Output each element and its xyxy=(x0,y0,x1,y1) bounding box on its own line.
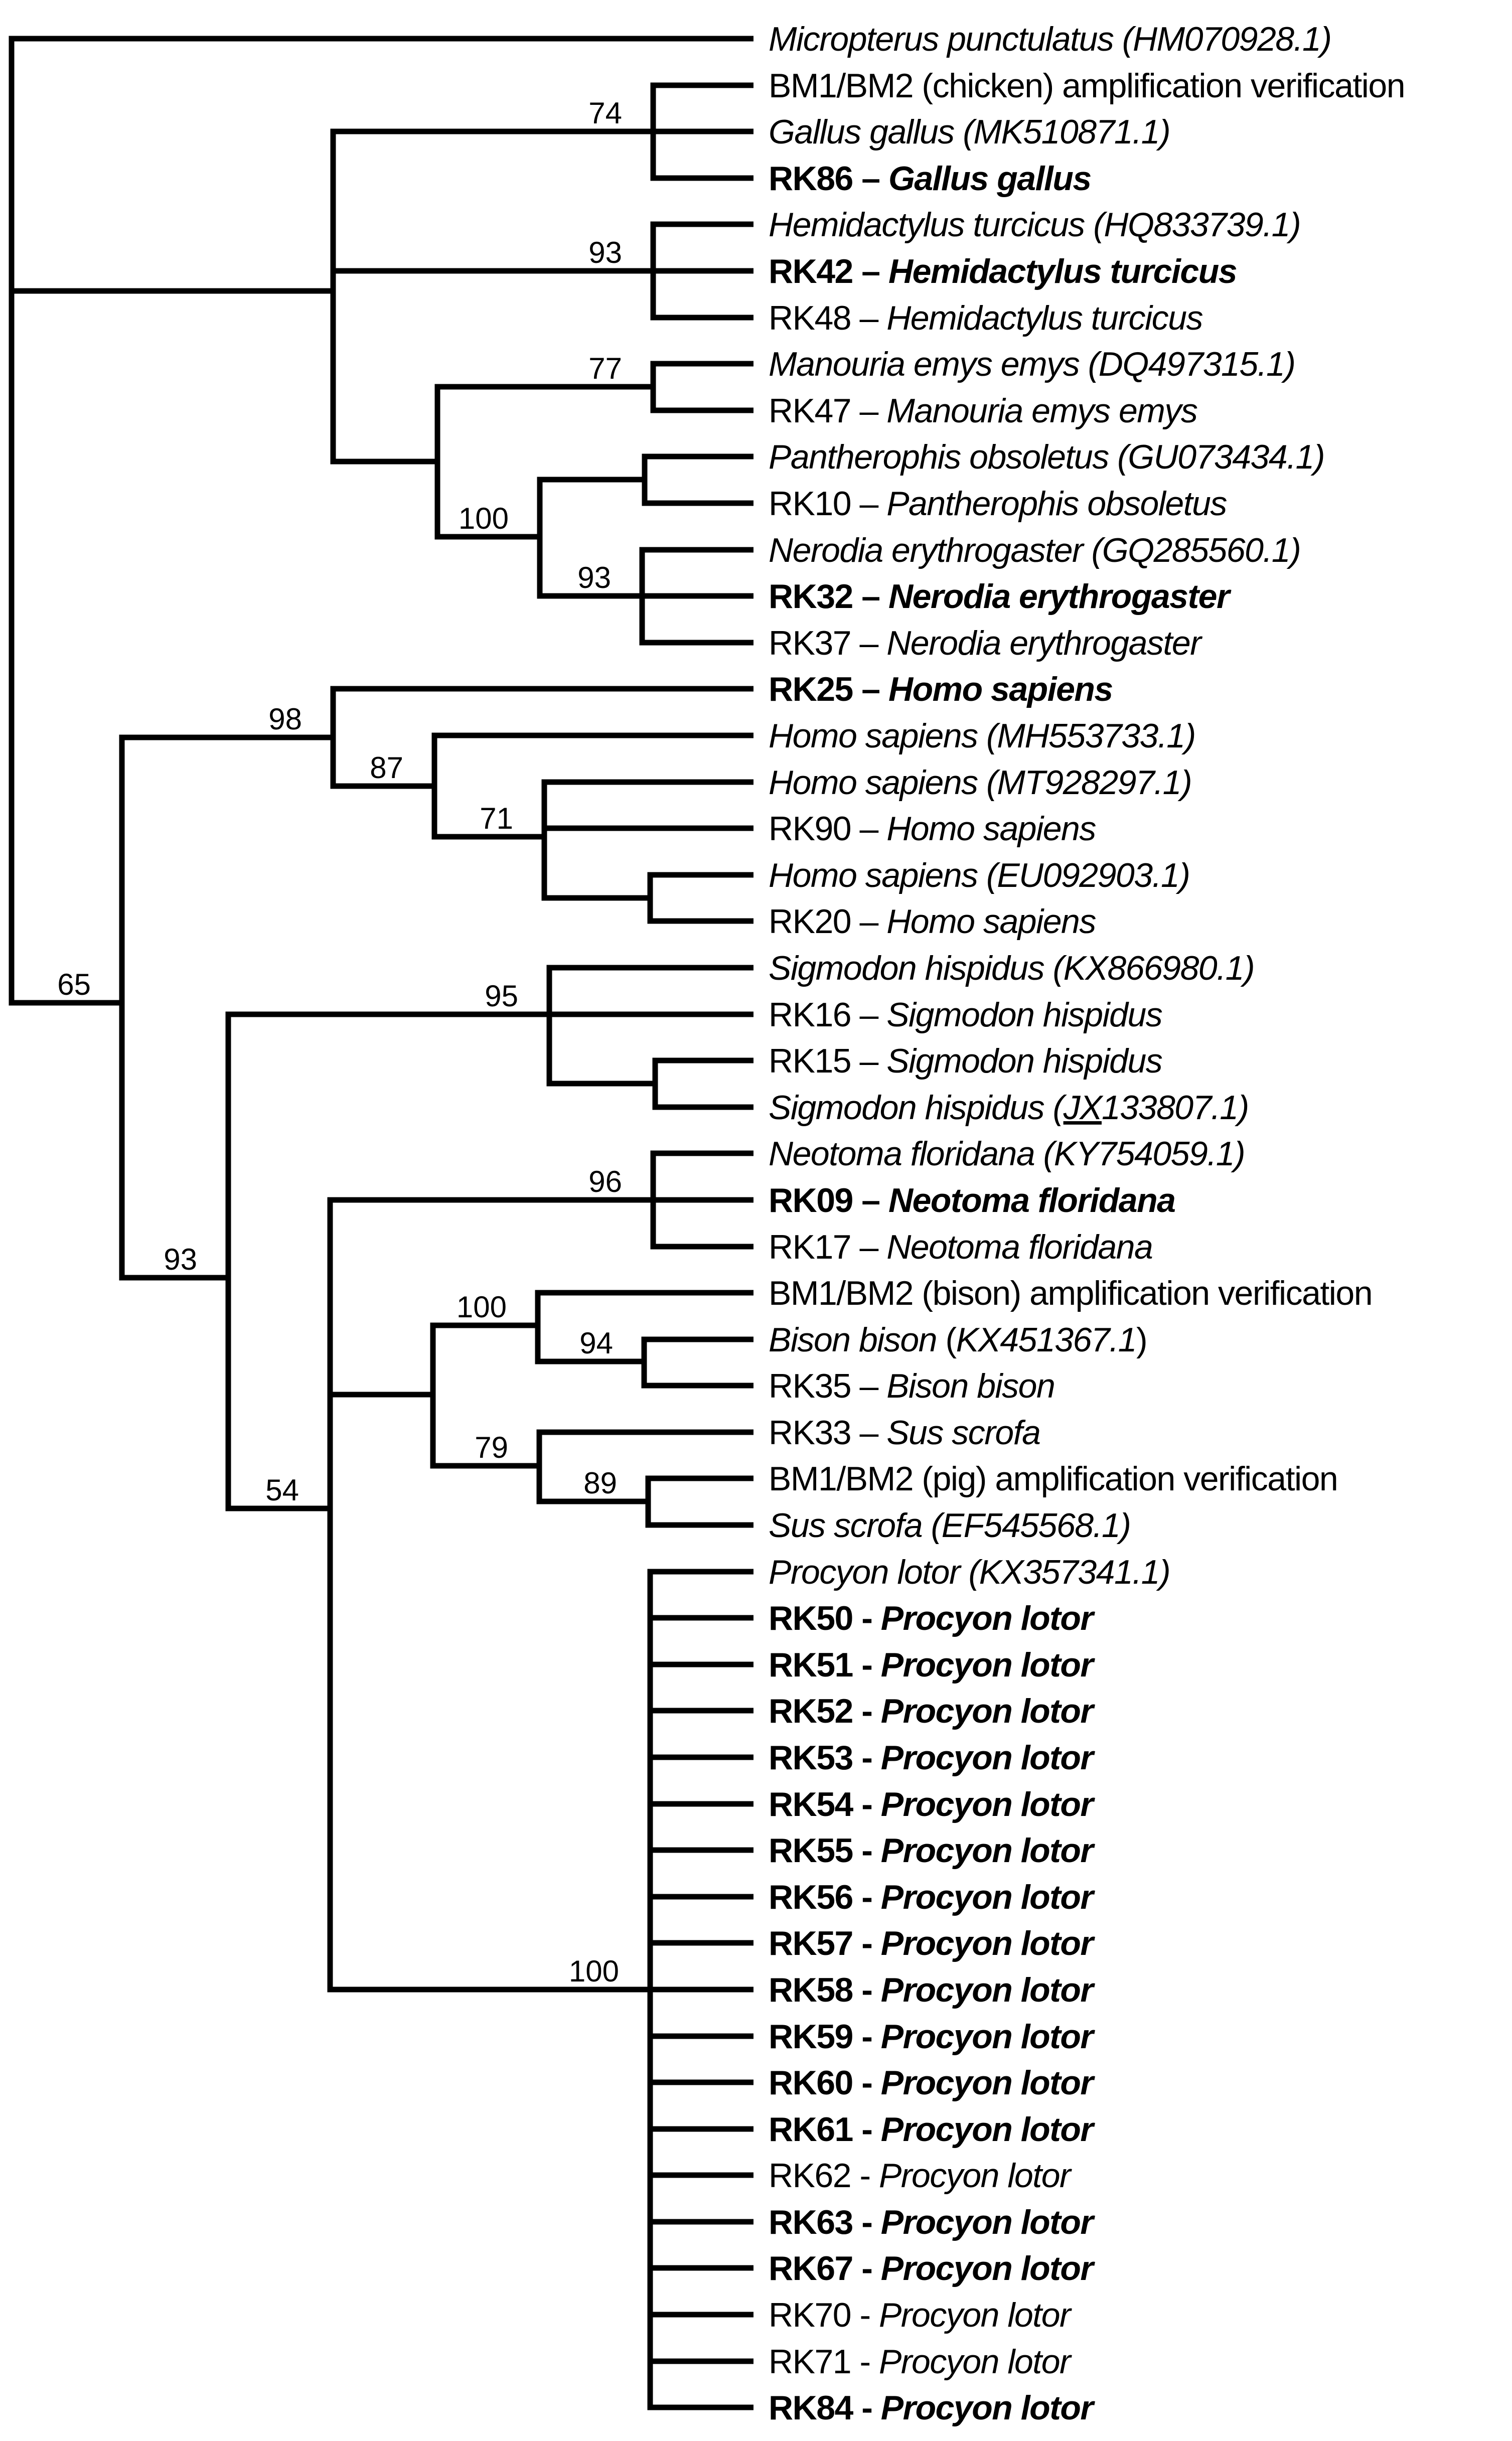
leaf-rk35-bison-bison-label: RK35 – Bison bison xyxy=(769,1367,1055,1405)
support-value-bison-clade: 100 xyxy=(456,1290,507,1324)
support-value-bison-pair: 94 xyxy=(579,1326,613,1360)
leaf-sigmodon-hispidus-jx133807-label: Sigmodon hispidus (JX133807.1) xyxy=(769,1089,1249,1127)
leaf-rk20-homo-sapiens-label: RK20 – Homo sapiens xyxy=(769,902,1096,941)
support-value-pig-clade: 79 xyxy=(475,1431,508,1464)
leaf-bm1-bm2-chicken-label: BM1/BM2 (chicken) amplification verification xyxy=(769,67,1405,105)
support-value-gecko-clade: 93 xyxy=(588,236,622,269)
leaf-rk10-pantherophis-obsoletus-label: RK10 – Pantherophis obsoletus xyxy=(769,485,1227,523)
leaf-rk62-procyon-lotor-label: RK62 - Procyon lotor xyxy=(769,2157,1071,2195)
leaf-pantherophis-obsoletus-gu073434-label: Pantherophis obsoletus (GU073434.1) xyxy=(769,438,1325,476)
support-value-homo-subclade-71: 71 xyxy=(480,802,513,835)
leaf-homo-sapiens-mt928297-label: Homo sapiens (MT928297.1) xyxy=(769,764,1192,802)
leaf-sus-scrofa-ef545568-label: Sus scrofa (EF545568.1) xyxy=(769,1506,1131,1545)
leaf-rk15-sigmodon-hispidus-label: RK15 – Sigmodon hispidus xyxy=(769,1042,1162,1080)
support-value-neotoma-clade: 96 xyxy=(588,1165,622,1198)
leaf-rk63-procyon-lotor-label: RK63 - Procyon lotor xyxy=(769,2203,1093,2241)
leaf-rk52-procyon-lotor-label: RK52 - Procyon lotor xyxy=(769,1692,1093,1730)
support-value-homo-clade: 98 xyxy=(268,702,302,736)
leaf-rk17-neotoma-floridana-label: RK17 – Neotoma floridana xyxy=(769,1228,1153,1266)
leaf-rk57-procyon-lotor-label: RK57 - Procyon lotor xyxy=(769,1924,1093,1962)
leaf-rk47-manouria-emys-emys-label: RK47 – Manouria emys emys xyxy=(769,392,1197,430)
leaf-rk33-sus-scrofa-label: RK33 – Sus scrofa xyxy=(769,1414,1040,1452)
support-value-mammal-clade: 65 xyxy=(57,968,91,1001)
leaf-rk71-procyon-lotor-label: RK71 - Procyon lotor xyxy=(769,2343,1071,2381)
leaf-rk32-nerodia-erythrogaster-label: RK32 – Nerodia erythrogaster xyxy=(769,577,1229,616)
leaf-rk48-hemidactylus-turcicus-label: RK48 – Hemidactylus turcicus xyxy=(769,299,1203,337)
support-value-sigmodon-clade: 95 xyxy=(485,979,518,1013)
leaf-rk25-homo-sapiens-label: RK25 – Homo sapiens xyxy=(769,670,1113,708)
support-value-pig-pair: 89 xyxy=(583,1466,617,1500)
leaf-rk84-procyon-lotor-label: RK84 - Procyon lotor xyxy=(769,2389,1093,2427)
leaf-homo-sapiens-mh553733-label: Homo sapiens (MH553733.1) xyxy=(769,717,1195,755)
leaf-rk90-homo-sapiens-label: RK90 – Homo sapiens xyxy=(769,810,1096,848)
support-value-tortoise-clade: 77 xyxy=(588,352,622,385)
leaf-rk50-procyon-lotor-label: RK50 - Procyon lotor xyxy=(769,1599,1093,1637)
support-value-clade-54: 54 xyxy=(265,1473,299,1507)
leaf-rk37-nerodia-erythrogaster-label: RK37 – Nerodia erythrogaster xyxy=(769,624,1201,662)
leaf-rk70-procyon-lotor-label: RK70 - Procyon lotor xyxy=(769,2296,1071,2334)
leaf-neotoma-floridana-ky754059-label: Neotoma floridana (KY754059.1) xyxy=(769,1135,1245,1173)
leaf-manouria-emys-emys-dq497315-label: Manouria emys emys (DQ497315.1) xyxy=(769,345,1295,383)
support-value-snake-clade: 100 xyxy=(458,502,509,535)
support-value-procyon-clade: 100 xyxy=(568,1954,619,1988)
leaf-rk56-procyon-lotor-label: RK56 - Procyon lotor xyxy=(769,1878,1093,1916)
leaf-nerodia-erythrogaster-gq285560-label: Nerodia erythrogaster (GQ285560.1) xyxy=(769,531,1301,569)
leaf-rk55-procyon-lotor-label: RK55 - Procyon lotor xyxy=(769,1832,1093,1870)
leaf-rk58-procyon-lotor-label: RK58 - Procyon lotor xyxy=(769,1971,1093,2009)
leaf-rk16-sigmodon-hispidus-label: RK16 – Sigmodon hispidus xyxy=(769,996,1162,1034)
leaf-hemidactylus-turcicus-hq833739-label: Hemidactylus turcicus (HQ833739.1) xyxy=(769,206,1301,244)
support-value-rodent-ungulate-carnivore-clade: 93 xyxy=(164,1243,197,1276)
leaf-rk60-procyon-lotor-label: RK60 - Procyon lotor xyxy=(769,2064,1093,2102)
leaf-micropterus-punctulatus-label: Micropterus punctulatus (HM070928.1) xyxy=(769,20,1331,58)
leaf-rk67-procyon-lotor-label: RK67 - Procyon lotor xyxy=(769,2249,1093,2287)
leaf-rk09-neotoma-floridana-label: RK09 – Neotoma floridana xyxy=(769,1181,1175,1219)
leaf-rk53-procyon-lotor-label: RK53 - Procyon lotor xyxy=(769,1739,1093,1777)
leaf-bm1-bm2-bison-label: BM1/BM2 (bison) amplification verification xyxy=(769,1274,1373,1312)
leaf-rk61-procyon-lotor-label: RK61 - Procyon lotor xyxy=(769,2110,1093,2149)
support-value-chicken-clade: 74 xyxy=(588,96,622,130)
leaf-gallus-gallus-mk510871-label: Gallus gallus (MK510871.1) xyxy=(769,113,1170,151)
leaf-procyon-lotor-kx357341-label: Procyon lotor (KX357341.1) xyxy=(769,1553,1170,1591)
leaf-homo-sapiens-eu092903-label: Homo sapiens (EU092903.1) xyxy=(769,856,1190,894)
leaf-rk54-procyon-lotor-label: RK54 - Procyon lotor xyxy=(769,1785,1093,1823)
leaf-rk86-gallus-gallus-label: RK86 – Gallus gallus xyxy=(769,160,1091,198)
leaf-bm1-bm2-pig-label: BM1/BM2 (pig) amplification verification xyxy=(769,1460,1338,1498)
leaf-bison-bison-kx451367-label: Bison bison (KX451367.1) xyxy=(769,1321,1147,1359)
support-value-nerodia-clade: 93 xyxy=(577,561,611,594)
leaf-sigmodon-hispidus-kx866980-label: Sigmodon hispidus (KX866980.1) xyxy=(769,949,1255,987)
leaf-rk51-procyon-lotor-label: RK51 - Procyon lotor xyxy=(769,1646,1093,1684)
leaf-rk59-procyon-lotor-label: RK59 - Procyon lotor xyxy=(769,2018,1093,2056)
leaf-rk42-hemidactylus-turcicus-label: RK42 – Hemidactylus turcicus xyxy=(769,252,1237,290)
support-value-homo-subclade-87: 87 xyxy=(370,751,403,785)
